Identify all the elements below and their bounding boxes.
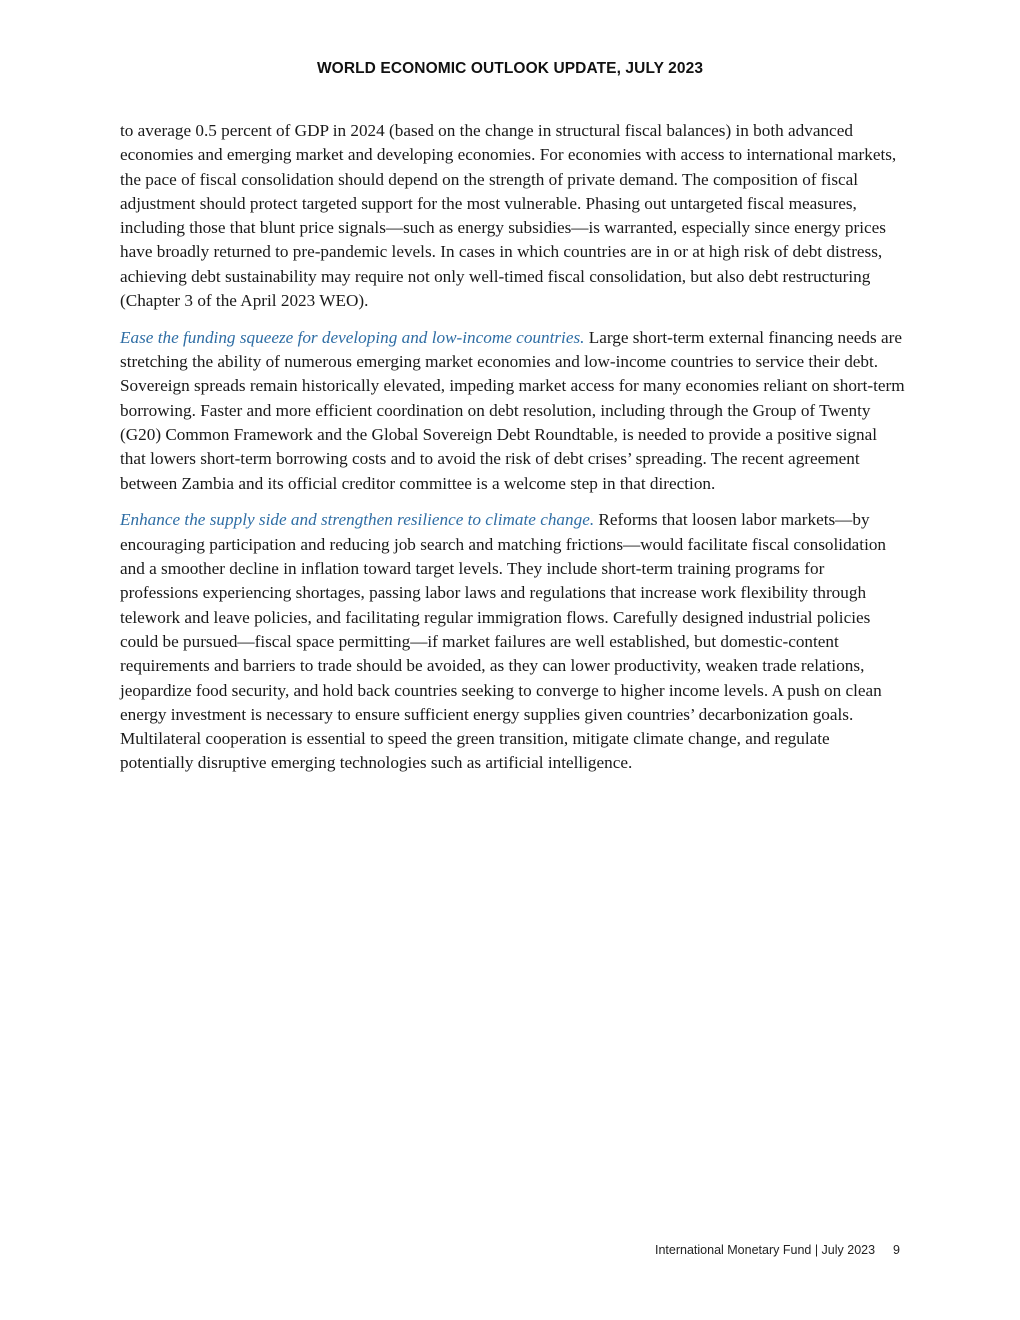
page-footer	[655, 1243, 900, 1257]
page-header-title: WORLD ECONOMIC OUTLOOK UPDATE, JULY 2023	[316, 60, 704, 77]
page-number: 9	[893, 1243, 900, 1257]
paragraph-text: Large short-term external financing needs are stretching the ability of numerous emerging market economies and low-income countries to service their debt. Sovereign spreads remain historically elevated, impeding market access for many economies reliant on short-term borrowing. Faster and more efficient coordination on debt resolution, including through the Group of Twenty (G20) Common Framework and the Global Sovereign Debt Roundtable, is needed to provide a positive signal that lowers short-term borrowing costs and to avoid the risk of debt crises’ spreading. The recent agreement between Zambia and its official creditor committee is a welcome step in that direction.	[120, 327, 905, 493]
paragraph-fiscal-consolidation	[120, 119, 906, 313]
paragraph-supply-side	[120, 508, 906, 775]
paragraph-lead: Enhance the supply side and strengthen resilience to climate change.	[120, 510, 595, 530]
paragraph-text: to average 0.5 percent of GDP in 2024 (based on the change in structural fiscal balances) in both advanced economies and emerging market and developing economies. For economies with access to international markets, the pace of fiscal consolidation should depend on the strength of private demand. The composition of fiscal adjustment should protect targeted support for the most vulnerable. Phasing out untargeted fiscal measures, including those that blunt price signals—such as energy subsidies—is warranted, especially since energy prices have broadly returned to pre-pandemic levels. In cases in which countries are in or at high risk of debt distress, achieving debt sustainability may require not only well-timed fiscal consolidation, but also debt restructuring (Chapter 3 of the April 2023 WEO).	[120, 121, 897, 311]
footer-source: International Monetary Fund | July 2023	[655, 1243, 876, 1257]
paragraph-lead: Ease the funding squeeze for developing and low-income countries.	[120, 327, 585, 347]
body-text	[120, 119, 906, 788]
paragraph-funding-squeeze	[120, 326, 906, 496]
paragraph-text: Reforms that loosen labor markets—by encouraging participation and reducing job search and matching frictions—would facilitate fiscal consolidation and a smoother decline in inflation toward target levels. They include short-term training programs for professions experiencing shortages, passing labor laws and regulations that increase work flexibility through telework and leave policies, and facilitating regular immigration flows. Carefully designed industrial policies could be pursued—fiscal space permitting—if market failures are well established, but domestic-content requirements and barriers to trade should be avoided, as they can lower productivity, weaken trade relations, jeopardize food security, and hold back countries seeking to converge to higher income levels. A push on clean energy investment is necessary to ensure sufficient energy supplies given countries’ decarbonization goals. Multilateral cooperation is essential to speed the green transition, mitigate climate change, and regulate potentially disruptive emerging technologies such as artificial intelligence.	[120, 510, 887, 773]
